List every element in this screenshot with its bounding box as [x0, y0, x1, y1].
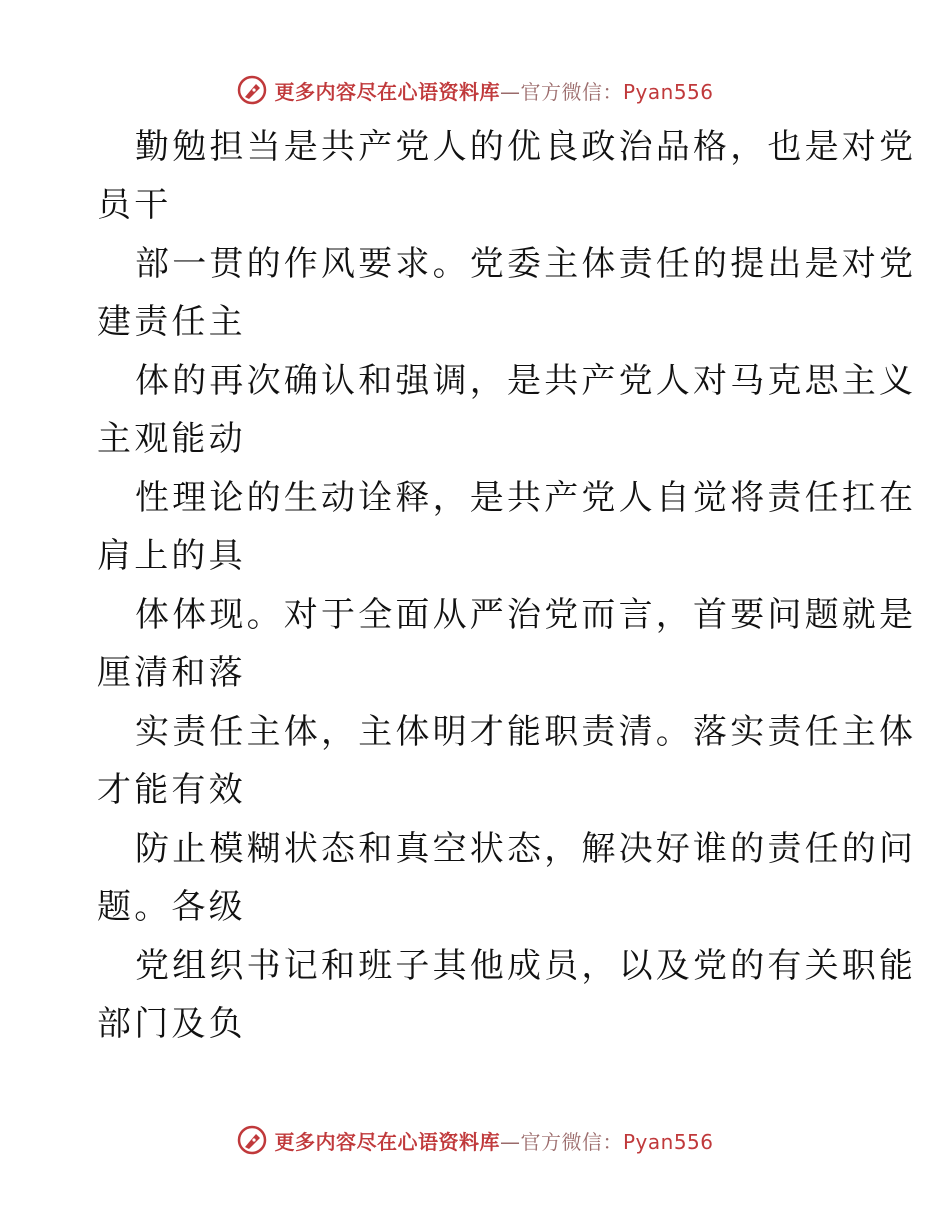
line-first: 勤勉担当是共产党人的优良政治品格，也是对党: [135, 127, 917, 167]
paragraph-line: [97, 586, 917, 702]
pen-nib-logo-icon: [236, 1124, 268, 1156]
pen-nib-logo-icon: [236, 74, 268, 106]
line-first: 党组织书记和班子其他成员，以及党的有关职能: [135, 946, 917, 986]
footer-banner: [0, 1120, 950, 1160]
line-first: 体的再次确认和强调，是共产党人对马克思主义: [135, 361, 917, 401]
line-second: 建责任主: [97, 302, 246, 342]
line-first: 性理论的生动诠释，是共产党人自觉将责任扛在: [135, 478, 917, 518]
line-second: 才能有效: [97, 770, 246, 810]
banner-wechat-id: Pyan556: [622, 79, 714, 104]
banner-wechat-label: 官方微信：: [520, 79, 623, 104]
line-second: 部门及负: [97, 1004, 246, 1044]
line-first: 部一贯的作风要求。党委主体责任的提出是对党: [135, 244, 917, 284]
banner-separator: —: [499, 79, 521, 104]
paragraph-line: [97, 469, 917, 585]
paragraph-line: [97, 820, 917, 936]
line-second: 厘清和落: [97, 653, 246, 693]
line-second: 主观能动: [97, 419, 246, 459]
paragraph-line: [97, 235, 917, 351]
document-body: [97, 118, 917, 1054]
line-second: 员干: [97, 185, 172, 225]
banner-brand-text: 更多内容尽在心语资料库: [274, 79, 500, 104]
banner-wechat-label: 官方微信：: [520, 1129, 623, 1154]
paragraph-line: [97, 937, 917, 1053]
header-banner: [0, 70, 950, 110]
paragraph-line: [97, 352, 917, 468]
line-second: 肩上的具: [97, 536, 246, 576]
banner-brand-text: 更多内容尽在心语资料库: [274, 1129, 500, 1154]
paragraph-line: [97, 118, 917, 234]
banner-separator: —: [499, 1129, 521, 1154]
paragraph-line: [97, 703, 917, 819]
line-first: 防止模糊状态和真空状态，解决好谁的责任的问: [135, 829, 917, 869]
banner-wechat-id: Pyan556: [622, 1129, 714, 1154]
line-second: 题。各级: [97, 887, 246, 927]
line-first: 实责任主体，主体明才能职责清。落实责任主体: [135, 712, 917, 752]
line-first: 体体现。对于全面从严治党而言，首要问题就是: [135, 595, 917, 635]
